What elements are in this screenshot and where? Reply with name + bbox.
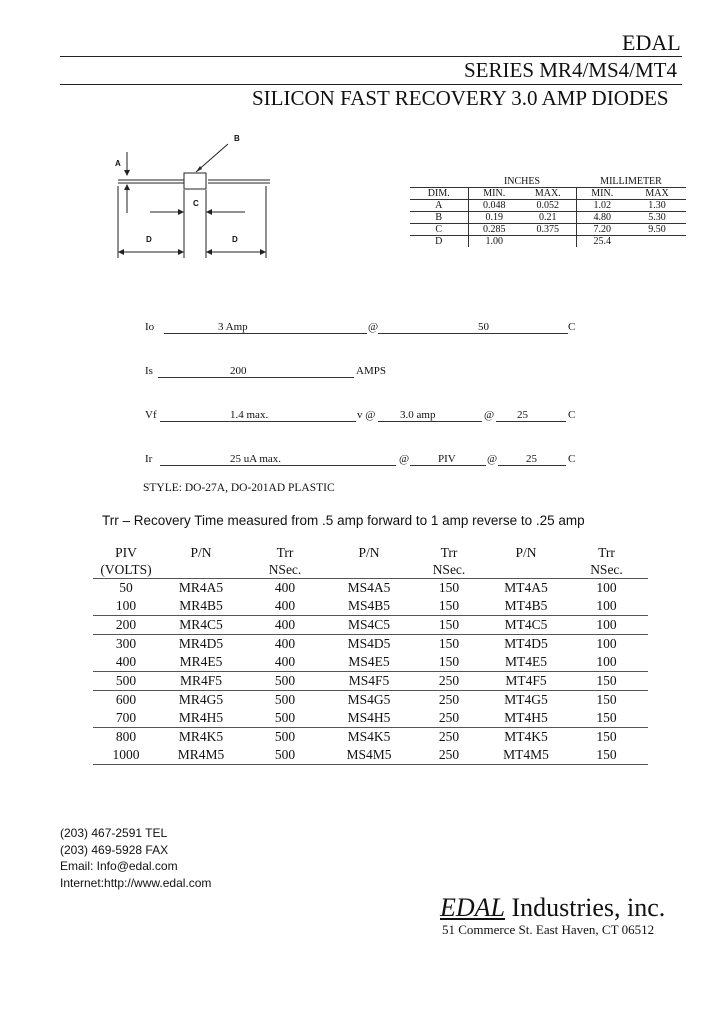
piv-cell: 700 bbox=[93, 709, 159, 728]
dimension-group-row bbox=[410, 176, 686, 188]
part-number-cell: MS4E5 bbox=[327, 653, 411, 672]
part-number-cell: MS4H5 bbox=[327, 709, 411, 728]
parts-header: (VOLTS) bbox=[93, 561, 159, 579]
spec-vf-vat: v @ bbox=[357, 409, 376, 421]
dim-header: MIN. bbox=[576, 188, 628, 200]
trr-cell: 250 bbox=[411, 709, 487, 728]
trr-description: Trr – Recovery Time measured from .5 amp forward to 1 amp reverse to .25 amp bbox=[102, 513, 585, 528]
trr-cell: 400 bbox=[243, 597, 327, 616]
trr-cell: 150 bbox=[438, 580, 460, 595]
part-number-cell: MS4F5 bbox=[327, 672, 411, 691]
dim-cell: 0.048 bbox=[468, 200, 520, 212]
spec-io-at: @ bbox=[368, 321, 379, 333]
dim-header: MAX bbox=[628, 188, 686, 200]
piv-cell: 800 bbox=[115, 729, 137, 744]
spec-is-underline bbox=[158, 377, 354, 378]
diode-dimension-diagram bbox=[100, 128, 390, 268]
spec-vf-label: Vf bbox=[145, 409, 157, 421]
dimension-header-row bbox=[410, 188, 686, 200]
dim-cell: D bbox=[435, 236, 443, 247]
parts-header: Trr bbox=[440, 545, 458, 560]
spec-vf-value: 1.4 max. bbox=[230, 409, 269, 421]
spec-vf-current: 3.0 amp bbox=[400, 409, 436, 421]
part-number-cell: MR4H5 bbox=[159, 709, 243, 728]
dim-header: DIM. bbox=[410, 188, 468, 200]
logo-brand: EDAL bbox=[440, 893, 505, 922]
part-number-cell: MS4K5 bbox=[347, 729, 391, 744]
group-inches: INCHES bbox=[468, 176, 576, 188]
spec-ir-piv: PIV bbox=[438, 453, 456, 465]
parts-header bbox=[487, 561, 565, 579]
dim-cell: 5.30 bbox=[628, 212, 686, 224]
piv-cell: 300 bbox=[115, 636, 137, 651]
part-number-cell: MS4M5 bbox=[327, 746, 411, 765]
part-number-cell: MT4C5 bbox=[487, 616, 565, 635]
piv-cell: 600 bbox=[115, 692, 137, 707]
part-number-cell: MT4M5 bbox=[487, 746, 565, 765]
diagram-label-d-left: D bbox=[146, 235, 152, 244]
dim-cell: 0.21 bbox=[520, 212, 576, 224]
spec-io-label: Io bbox=[145, 321, 155, 333]
spec-ir-at2: @ bbox=[487, 453, 498, 465]
contact-fax: (203) 469-5928 FAX bbox=[60, 843, 169, 857]
trr-cell: 100 bbox=[596, 580, 617, 595]
parts-row bbox=[93, 635, 648, 654]
part-number-cell: MS4D5 bbox=[347, 636, 391, 651]
trr-cell: 500 bbox=[243, 672, 327, 691]
parts-header-row-1 bbox=[93, 544, 648, 561]
part-number-cell: MT4A5 bbox=[504, 580, 548, 595]
spec-io-temp-underline bbox=[378, 333, 568, 334]
parts-header bbox=[327, 561, 411, 579]
trr-cell: 250 bbox=[411, 672, 487, 691]
spec-is-label: Is bbox=[145, 365, 153, 377]
trr-cell: 500 bbox=[274, 692, 296, 707]
series-title: SERIES MR4/MS4/MT4 bbox=[464, 58, 677, 82]
part-number-cell: MR4B5 bbox=[159, 597, 243, 616]
spec-vf-temp: 25 bbox=[517, 409, 528, 421]
parts-row bbox=[93, 746, 648, 765]
part-number-cell: MR4F5 bbox=[159, 672, 243, 691]
dim-header: MAX. bbox=[520, 188, 576, 200]
contact-tel: (203) 467-2591 TEL bbox=[60, 826, 168, 840]
diagram-label-b: B bbox=[234, 134, 240, 143]
contact-internet[interactable]: Internet:http://www.edal.com bbox=[60, 876, 212, 890]
piv-cell: 200 bbox=[93, 616, 159, 635]
parts-row bbox=[93, 597, 648, 616]
spec-io-unit: C bbox=[568, 321, 576, 333]
part-number-cell: MS4G5 bbox=[347, 692, 391, 707]
dim-cell: 4.80 bbox=[576, 212, 628, 224]
company-address: 51 Commerce St. East Haven, CT 06512 bbox=[442, 922, 655, 937]
part-number-cell: MR4A5 bbox=[178, 580, 224, 595]
company-name: EDAL bbox=[622, 30, 681, 55]
dimension-row bbox=[410, 200, 686, 212]
trr-cell: 400 bbox=[243, 653, 327, 672]
spec-ir-value: 25 uA max. bbox=[230, 453, 282, 465]
company-logo bbox=[440, 893, 665, 923]
trr-cell: 100 bbox=[565, 616, 648, 635]
trr-cell: 150 bbox=[565, 672, 648, 691]
trr-cell: 100 bbox=[565, 597, 648, 616]
spec-ir-temp: 25 bbox=[526, 453, 537, 465]
spec-ir-label: Ir bbox=[145, 453, 153, 465]
piv-cell: 500 bbox=[93, 672, 159, 691]
parts-row bbox=[93, 579, 648, 598]
contact-email[interactable]: Email: Info@edal.com bbox=[60, 859, 178, 873]
trr-cell: 150 bbox=[565, 746, 648, 765]
package-style: STYLE: DO-27A, DO-201AD PLASTIC bbox=[143, 482, 335, 494]
dimension-table bbox=[410, 176, 686, 247]
spec-vf-temp-underline bbox=[496, 421, 566, 422]
piv-cell: 100 bbox=[93, 597, 159, 616]
part-number-cell: MT4F5 bbox=[487, 672, 565, 691]
dim-cell: B bbox=[410, 212, 468, 224]
parts-header: P/N bbox=[190, 545, 212, 560]
spec-ir-unit: C bbox=[568, 453, 576, 465]
trr-cell: 500 bbox=[274, 729, 296, 744]
dim-cell bbox=[628, 236, 686, 248]
dim-cell: 9.50 bbox=[628, 224, 686, 236]
part-number-table bbox=[93, 544, 648, 765]
parts-header: NSec. bbox=[565, 561, 648, 579]
trr-cell: 400 bbox=[243, 616, 327, 635]
part-number-cell: MT4G5 bbox=[504, 692, 548, 707]
trr-cell: 100 bbox=[596, 636, 617, 651]
header-rule-1 bbox=[60, 56, 682, 57]
trr-cell: 400 bbox=[274, 636, 296, 651]
header-rule-2 bbox=[60, 84, 682, 85]
part-number-cell: MR4E5 bbox=[159, 653, 243, 672]
dim-cell: 0.285 bbox=[468, 224, 520, 236]
dim-cell: 1.30 bbox=[628, 200, 686, 212]
part-number-cell: MT4E5 bbox=[487, 653, 565, 672]
spec-ir-at: @ bbox=[399, 453, 410, 465]
parts-row bbox=[93, 616, 648, 635]
dimension-row bbox=[410, 224, 686, 236]
parts-header-row-2 bbox=[93, 561, 648, 579]
dim-cell: C bbox=[410, 224, 468, 236]
part-number-cell: MR4G5 bbox=[178, 692, 224, 707]
trr-cell: 500 bbox=[243, 709, 327, 728]
piv-cell: 400 bbox=[93, 653, 159, 672]
spec-is-unit: AMPS bbox=[356, 365, 386, 377]
parts-row bbox=[93, 653, 648, 672]
part-number-cell: MR4K5 bbox=[178, 729, 224, 744]
part-number-cell: MR4M5 bbox=[159, 746, 243, 765]
parts-header: Trr bbox=[276, 545, 294, 560]
parts-header: P/N bbox=[515, 545, 537, 560]
dimension-row bbox=[410, 236, 686, 248]
part-number-cell: MT4D5 bbox=[504, 636, 548, 651]
spec-vf-at: @ bbox=[484, 409, 495, 421]
part-number-cell: MT4B5 bbox=[487, 597, 565, 616]
parts-row bbox=[93, 728, 648, 747]
parts-row bbox=[93, 672, 648, 691]
part-number-cell: MT4H5 bbox=[487, 709, 565, 728]
parts-header bbox=[159, 561, 243, 579]
trr-cell: 250 bbox=[438, 729, 460, 744]
spec-is-value: 200 bbox=[230, 365, 247, 377]
trr-cell: 150 bbox=[438, 636, 460, 651]
diagram-label-c: C bbox=[193, 199, 199, 208]
trr-cell: 100 bbox=[565, 653, 648, 672]
spec-vf-unit: C bbox=[568, 409, 576, 421]
parts-header: Trr bbox=[598, 545, 615, 560]
part-number-cell: MT4K5 bbox=[504, 729, 548, 744]
part-number-cell: MS4C5 bbox=[327, 616, 411, 635]
trr-cell: 150 bbox=[411, 653, 487, 672]
dim-cell: 1.02 bbox=[576, 200, 628, 212]
spec-io-value: 3 Amp bbox=[218, 321, 248, 333]
part-number-cell: MS4B5 bbox=[327, 597, 411, 616]
part-number-cell: MR4D5 bbox=[178, 636, 224, 651]
parts-header: NSec. bbox=[243, 561, 327, 579]
dim-cell: 0.19 bbox=[468, 212, 520, 224]
diagram-label-a: A bbox=[115, 159, 121, 168]
group-mm: MILLIMETER bbox=[576, 176, 686, 188]
dim-cell: 1.00 bbox=[468, 236, 520, 248]
parts-header: P/N bbox=[358, 545, 380, 560]
trr-cell: 150 bbox=[596, 692, 617, 707]
trr-cell: 250 bbox=[438, 692, 460, 707]
trr-cell: 500 bbox=[243, 746, 327, 765]
piv-cell: 1000 bbox=[93, 746, 159, 765]
part-number-cell: MR4C5 bbox=[159, 616, 243, 635]
spec-io-temp: 50 bbox=[478, 321, 489, 333]
part-number-cell: MS4A5 bbox=[347, 580, 391, 595]
product-description: SILICON FAST RECOVERY 3.0 AMP DIODES bbox=[252, 86, 669, 110]
parts-row bbox=[93, 691, 648, 710]
trr-cell: 150 bbox=[411, 597, 487, 616]
spec-io-underline bbox=[164, 333, 367, 334]
parts-row bbox=[93, 709, 648, 728]
diagram-label-d-right: D bbox=[232, 235, 238, 244]
dim-header: MIN. bbox=[468, 188, 520, 200]
dimension-row bbox=[410, 212, 686, 224]
trr-cell: 400 bbox=[274, 580, 296, 595]
dim-cell: 25.4 bbox=[576, 236, 628, 248]
parts-header: NSec. bbox=[411, 561, 487, 579]
dim-cell: 0.375 bbox=[520, 224, 576, 236]
trr-cell: 150 bbox=[411, 616, 487, 635]
dim-cell: A bbox=[410, 200, 468, 212]
diode-body bbox=[184, 173, 206, 189]
trr-cell: 150 bbox=[596, 729, 617, 744]
parts-header: PIV bbox=[115, 545, 137, 560]
logo-company-rest: Industries, inc. bbox=[505, 893, 666, 922]
dim-cell: 7.20 bbox=[576, 224, 628, 236]
dim-cell: 0.052 bbox=[520, 200, 576, 212]
piv-cell: 50 bbox=[119, 580, 133, 595]
trr-cell: 150 bbox=[565, 709, 648, 728]
trr-cell: 250 bbox=[411, 746, 487, 765]
dim-cell bbox=[520, 236, 576, 248]
